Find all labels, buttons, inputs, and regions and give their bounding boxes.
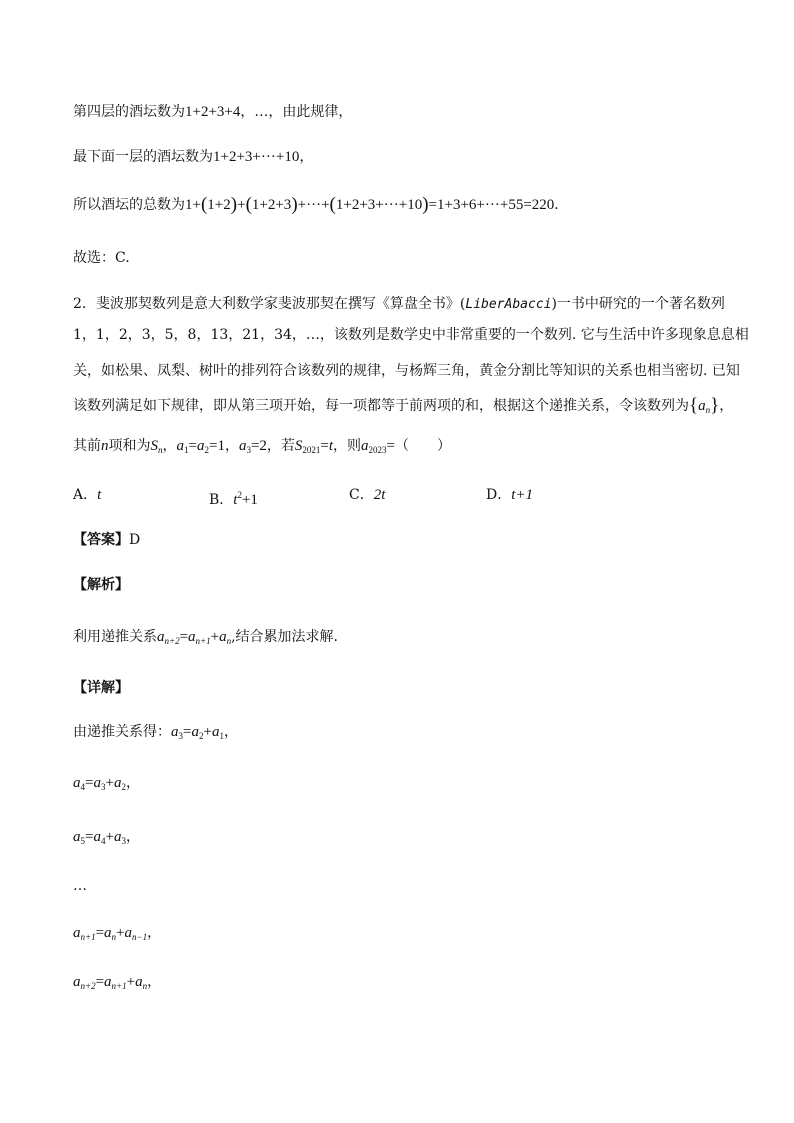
math-an1-eq: $a_{n+1}=a_n+a_{n-1}$ [73, 925, 148, 942]
analysis-line: 利用递推关系$a_{n+2}=a_{n+1}+a_n$,结合累加法求解. [73, 629, 338, 646]
math-a3-eq: $a_3=a_2+a_1$ [171, 724, 224, 741]
text-line-2 [73, 147, 313, 167]
math-s2021: $S_{2021}=t$ [294, 438, 334, 455]
text-line-4 [73, 248, 130, 268]
question-text: )一书中研究的一个著名数列 [551, 296, 725, 312]
option-c: C．2t [349, 487, 386, 503]
option-b: B．$t^2+1$ [209, 490, 258, 508]
question-text: 1，1，2，3，5，8，13，21，34，…，该数列是数学史中非常重要的一个数列. 它与生活中许多现象息息相 [73, 327, 749, 343]
math-a2023: $a_{2023}=$ [361, 438, 396, 455]
question-line-1 [73, 294, 725, 315]
question-line-3 [73, 361, 740, 381]
math-an2-eq: $a_{n+2}=a_{n+1}+a_n$ [73, 974, 148, 991]
detail-line-1: 由递推关系得：$a_3=a_2+a_1$， [73, 724, 238, 741]
math-a5-eq: $a_5=a_4+a_3$ [73, 829, 126, 846]
math-sn: $S_n$ [150, 438, 163, 455]
text-line-3 [73, 195, 568, 215]
answer-label: 【答案】 [73, 532, 129, 548]
detail-ellipsis: … [73, 878, 87, 894]
detail-heading: 【详解】 [73, 680, 129, 696]
answer-line [73, 530, 140, 550]
detail-line-5: $a_{n+1}=a_n+a_{n-1}$， [73, 925, 162, 942]
answer-value: D [129, 532, 141, 548]
question-text: 关，如松果、凤梨、树叶的排列符合该数列的规律，与杨辉三角，黄金分割比等知识的关系也相当密切. 已知 [73, 363, 740, 379]
line-text: 第四层的酒坛数为 [73, 104, 185, 120]
line-text: 最下面一层的酒坛数为 [73, 149, 213, 165]
line-text: 所以酒坛的总数为 [73, 197, 185, 213]
question-text: 2．斐波那契数列是意大利数学家斐波那契在撰写《算盘全书》( [73, 296, 466, 312]
analysis-heading: 【解析】 [73, 577, 129, 593]
book-title-latin: LiberAbacci [465, 297, 552, 312]
math-expr: 1+2+3+4 [185, 104, 241, 120]
sum-expression: 1+(1+2)+(1+2+3)+···+(1+2+3+···+10)=1+3+6+···+55=220 [185, 194, 555, 215]
conclusion-text: 故选：C. [73, 250, 130, 266]
option-d: D．t+1 [486, 487, 534, 503]
text-line-1 [73, 102, 352, 122]
math-a4-eq: $a_4=a_3+a_2$ [73, 775, 126, 792]
question-text: 该数列满足如下规律，即从第三项开始，每一项都等于前两项的和，根据这个递推关系，令该数列为 [73, 398, 689, 414]
detail-line-3: $a_5=a_4+a_3$， [73, 829, 140, 846]
math-expr: 1+2+3+···+10 [213, 149, 300, 165]
line-text: ． [554, 197, 569, 213]
line-text: ，…，由此规律， [240, 104, 353, 120]
question-line-5: 其前n项和为$S_n$，$a_1=a_2=1$，$a_3=2$，若$S_{2021}=t$，则$a_{2023}=$（ ） [73, 438, 452, 455]
line-text: ， [299, 149, 314, 165]
question-line-2 [73, 325, 749, 345]
question-line-4: 该数列满足如下规律，即从第三项开始，每一项都等于前两项的和，根据这个递推关系，令该数列为$\{a_n\}$， [73, 395, 734, 416]
sequence-notation: $\{a_n\}$ [689, 395, 720, 416]
detail-line-2: $a_4=a_3+a_2$， [73, 775, 140, 792]
option-a: A．t [73, 487, 102, 503]
detail-line-6: $a_{n+2}=a_{n+1}+a_n$， [73, 974, 162, 991]
math-a3: $a_3=2$ [238, 438, 267, 455]
math-a1-a2: $a_1=a_2=1$ [176, 438, 225, 455]
recurrence-expr: $a_{n+2}=a_{n+1}+a_n$ [157, 629, 232, 646]
